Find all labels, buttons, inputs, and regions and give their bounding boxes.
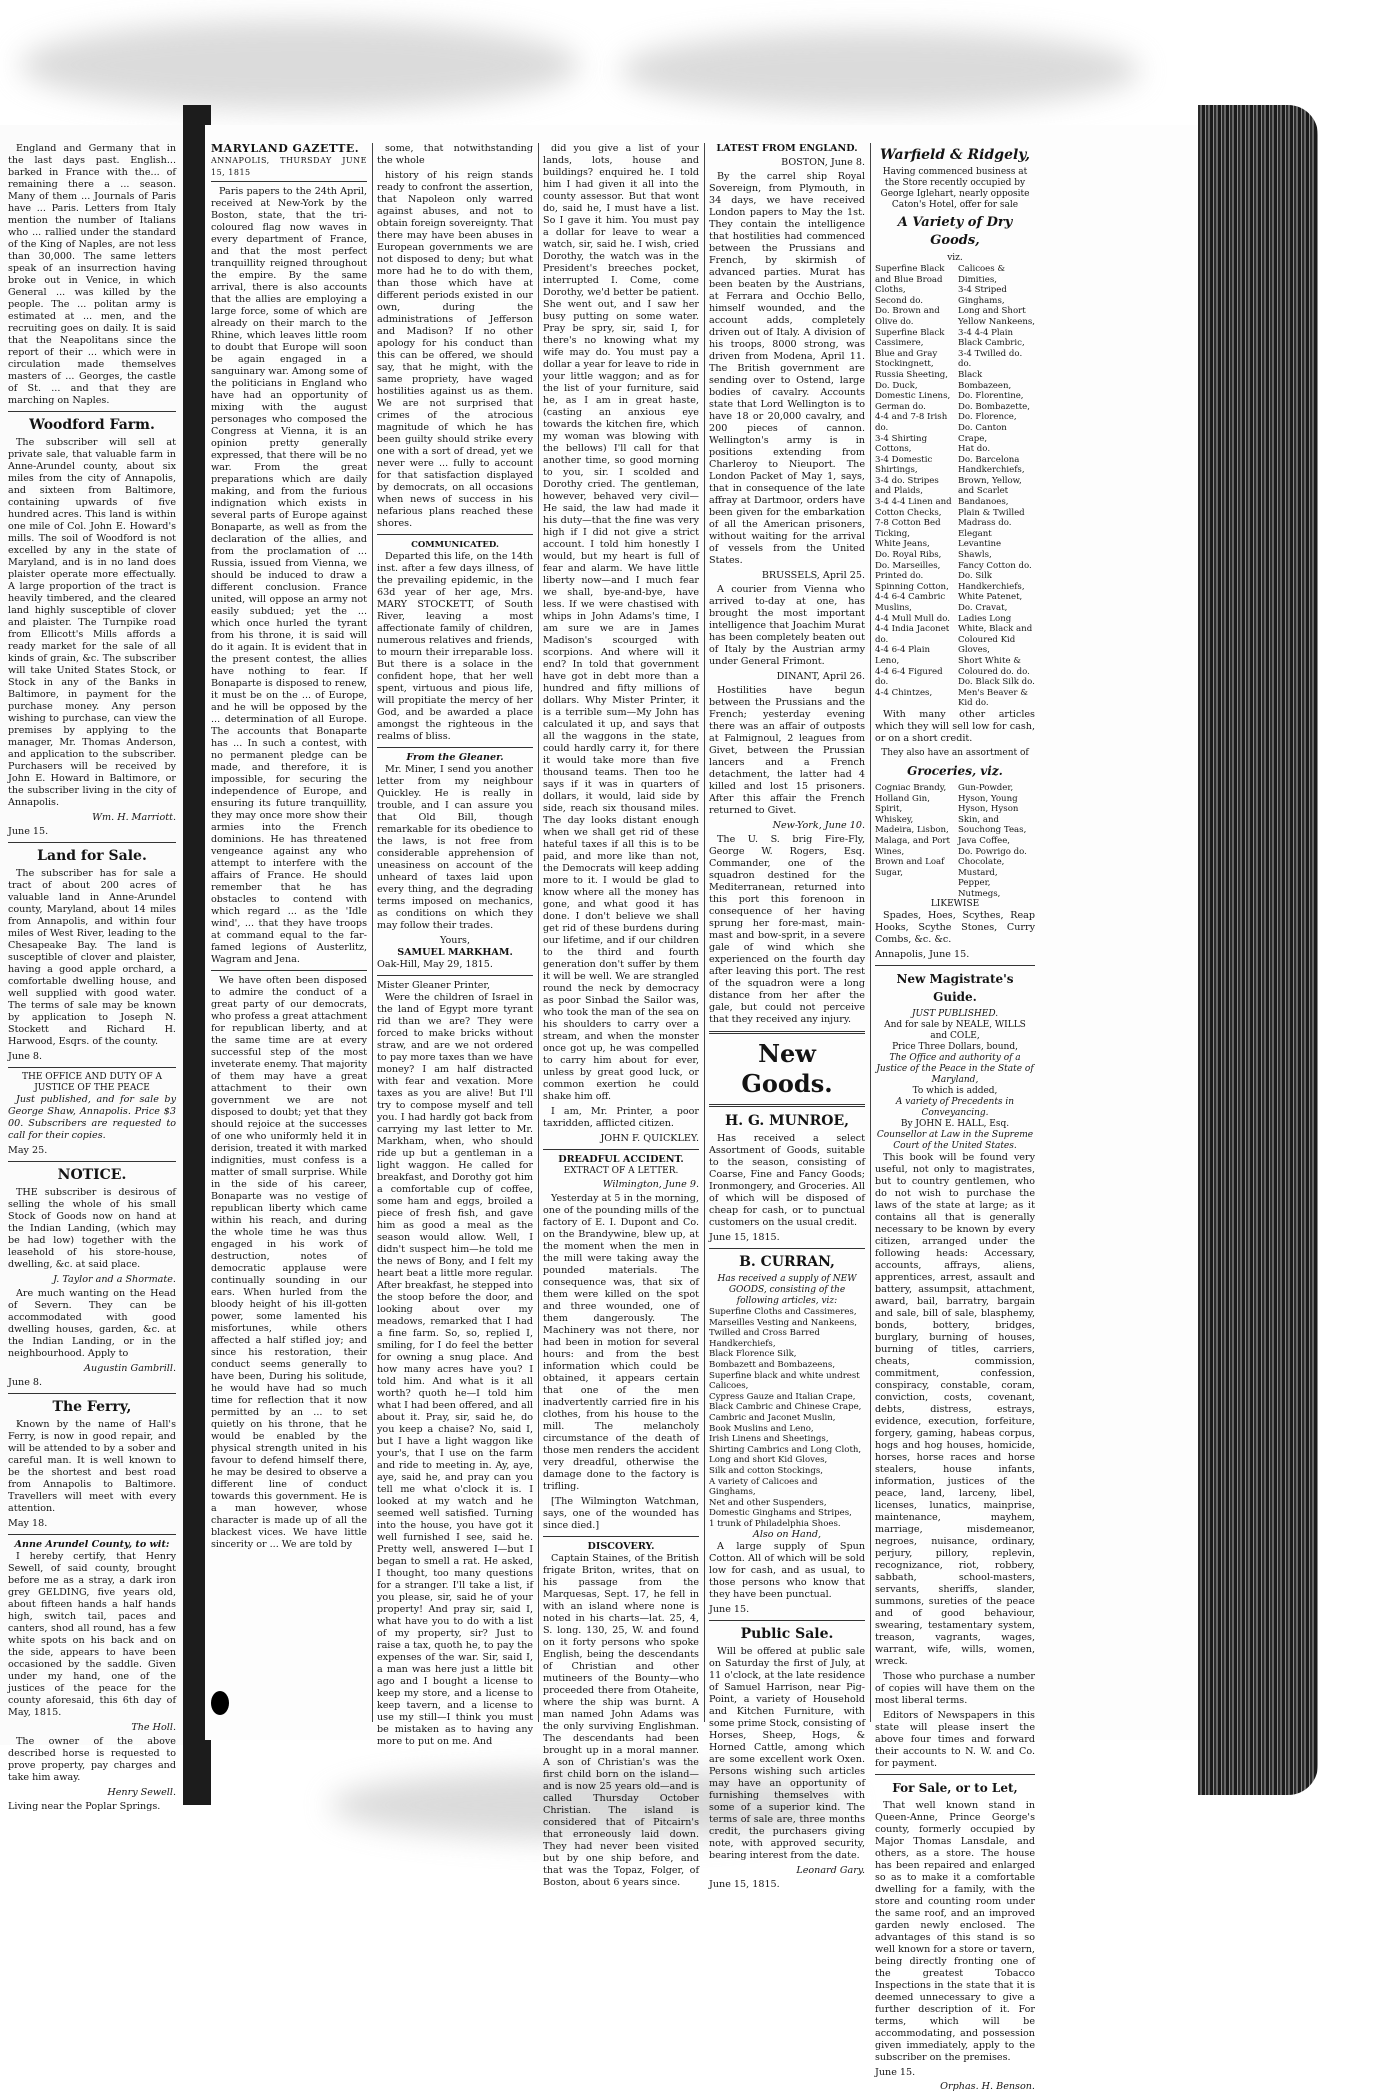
obituary-body: Departed this life, on the 14th inst. after a few days illness, of the prevailing epidemic, in the 63d year of her age, Mrs. MARY STOCKETT, of South River, leaving a most affectionate family of children, numerous relatives and friends, to mourn their irreparable loss. But there is a solace in the confident hope, that her well spent, virtuous and pious life, will propitiate the mercy of her God, and be awarded a place amongst the righteous in the realms of bliss. <box>377 551 533 742</box>
list-item: Second do. <box>875 295 923 306</box>
new-york-dateline: New-York, June 10. <box>772 820 865 831</box>
notice-signature: J. Taylor and a Shormate. <box>53 1274 176 1285</box>
list-item: Do. Black Silk do. <box>958 677 1035 688</box>
list-item: Blue and Gray Stockingnett, <box>875 348 938 370</box>
land-for-sale-body: The subscriber has for sale a tract of about 200 acres of valuable land in Anne-Arundel county, Maryland, about 14 miles from Annapolis, and within four miles of West River, leading to the Chesapeake Bay. The land is susceptible of clover and plaister, having a good apple orchard, a comfortable dwelling house, and well supplied with good water. The terms of sale may be known by application to Joseph N. Stockett and Richard H. Harwood, Esqrs. of the county. <box>8 868 176 1047</box>
for-sale-body: That well known stand in Queen-Anne, Prince George's county, formerly occupied by Major Thomas Lansdale, and others, as a store. The house has been repaired and enlarged so as to make it a comfortable dwelling for a family, with the store and counting room under the same roof, and an improved garden newly enclosed. The advantages of this stand is so well known for a store or tavern, being directly fronting one of the greatest Tobacco Inspections in the state that it is deemed unnecessary to give a further description of it. For terms, which will be accommodating, and possession given immediately, apply to the subscriber on the premises. <box>875 1800 1035 2064</box>
list-item: Domestic Ginghams and Stripes, <box>709 1508 852 1519</box>
list-item: Madeira, Lisbon, <box>875 825 949 836</box>
list-item: Do. Barcelona Handkerchiefs, <box>958 454 1025 476</box>
firm-date: Annapolis, June 15. <box>875 949 970 961</box>
list-item: Long and short Kid Gloves, <box>709 1455 828 1466</box>
list-item: Superfine Black and Blue Broad Cloths, <box>875 264 945 296</box>
curran-body: A large supply of Spun Cotton. All of which will be sold low for cash, and as usual, to those persons who know that they have been punctual. <box>709 1541 865 1601</box>
curran-also: Also on Hand, <box>752 1529 822 1541</box>
notice-date: June 8. <box>8 1377 43 1388</box>
gleaner-signature: SAMUEL MARKHAM. <box>397 947 513 958</box>
list-item: Elegant Levantine Shawls, <box>958 528 1002 561</box>
guide-author: By JOHN E. HALL, Esq. <box>900 1119 1010 1130</box>
list-item: Holland Gin, <box>875 793 930 804</box>
letter-salutation: Mister Gleaner Printer, <box>377 980 491 991</box>
list-item: Chocolate, <box>958 857 1005 868</box>
gleaner-yours: Yours, <box>439 935 470 946</box>
list-item: Black Bombazeen, <box>958 369 1012 391</box>
guide-added: To which is added, <box>912 1086 998 1097</box>
for-sale-date: June 15. <box>875 2067 916 2079</box>
magistrate-guide-title: New Magistrate's Guide. <box>896 972 1014 1005</box>
list-item: Short White & Coloured do. do. <box>958 655 1030 677</box>
list-item: Long and Short Yellow Nankeens, <box>958 306 1036 327</box>
dry-goods-footer: With many other articles which they will sell low for cash, or on a short credit. <box>875 708 1035 744</box>
column-divider <box>870 143 871 1722</box>
new-york-body: The U. S. brig Fire-Fly, George W. Rogers, Esq. Commander, one of the squadron destined for the Mediterranean, returned into this port this forenoon in consequence of her having sprung her fore-mast, main-mast and bow-sprit, in a severe gale of wind which she experienced on the fourth day after leaving this port. The rest of the squadron were a long distance from her after the gale, but could not perceive that they received any injury. <box>709 834 865 1025</box>
munroe-name: H. G. MUNROE, <box>724 1113 850 1129</box>
list-item: Fancy Cotton do. <box>958 560 1032 571</box>
column-4 <box>543 143 699 1888</box>
list-item: Brown, Yellow, and Scarlet Bandanoes, <box>958 475 1022 508</box>
col2-continuation: some, that notwithstanding the whole <box>377 143 533 166</box>
list-item: Twilled and Cross Barred Handkerchiefs, <box>709 1328 820 1349</box>
newspaper-page <box>205 125 1200 2093</box>
list-item: Do. Marseilles, <box>875 560 941 571</box>
list-item: Do. Powrigo do. <box>958 846 1027 857</box>
list-item: Do. Florentine, <box>958 391 1024 402</box>
list-item: Superfine black and white undrest Calicoes, <box>709 1370 860 1392</box>
new-goods-title: New Goods. <box>741 1039 833 1098</box>
ferry-title: The Ferry, <box>52 1399 132 1415</box>
list-item: 7-8 Cotton Bed Ticking, <box>875 518 941 539</box>
list-item: 3-4 4-4 Linen and Cotton Checks, <box>875 497 952 518</box>
list-item: Hyson, Young Hyson, Hyson Skin, and Souchong Teas, <box>958 793 1027 836</box>
notice-title: NOTICE. <box>57 1167 127 1183</box>
guide-sellers: And for sale by NEALE, WILLS and COLE, <box>884 1020 1026 1042</box>
list-item: Malaga, and Port Wines, <box>875 835 950 857</box>
latest-england-body: By the carrel ship Royal Sovereign, from Plymouth, in 34 days, we have received London papers to May the 1st. They contain the intelligence that hostilities had commenced between the Prussians and French, by skirmish of advanced parties. Murat has been beaten by the Austrians, at Ferrara and Occhio Bello, himself wounded, and the account adds, completely driven out of Italy. A division of his troops, 8000 strong, was driven from Modena, April 11. The British government are sending over to Ostend, large bodies of cavalry. Accounts state that Lord Wellington is to have 18 or 20,000 cavalry, and 200 pieces of cannon. Wellington's army is in positions extending from Charleroy to Nieuport. The London Packet of May 1, says, that in consequence of the late affray at Dartmoor, orders have been given for the embarkation of all the American prisoners, without waiting for the arrival of vessels from the United States. <box>709 171 865 566</box>
firm-name: Warfield & Ridgely, <box>880 147 1030 163</box>
list-item: Irish Linens and Sheetings, <box>709 1434 829 1445</box>
masthead-dateline: ANNAPOLIS, THURSDAY JUNE 15, 1815 <box>211 156 367 177</box>
dry-goods-viz: viz. <box>947 253 963 263</box>
land-for-sale-title: Land for Sale. <box>37 848 147 864</box>
discovery-body: Captain Staines, of the British frigate Briton, writes, that on his passage from the Marquesas, Sept. 17, he fell in with an island where none is noted in his charts—lat. 25, 4, S. long. 130, 25, W. and found on it forty persons who spoke English, being the descendants of Christian and other mutineers of the Bounty—who proceeded there from Otaheite, where the ship was burnt. A man named John Adams was the only surviving Englishman. The descendants had been brought up in a moral manner. A son of Christian's was the first child born on the island—and is now 25 years old—and is called Thursday October Christian. The island is considered that of Pitcairn's that erroneously laid down. They had never been visited but by one ship before, and that was the Topaz, Folger, of Boston, about 6 years since. <box>543 1553 699 1888</box>
list-item: Mustard, <box>958 867 998 878</box>
dinant-dateline: DINANT, April 26. <box>776 671 865 682</box>
accident-dateline: Wilmington, June 9. <box>602 1179 699 1190</box>
list-item: 3-4 do. Stripes and Plaids, <box>875 475 939 497</box>
list-item: Ladies Long White, Black and Coloured Kid Gloves, <box>958 613 1033 656</box>
notice-body: THE subscriber is desirous of selling the whole of his small Stock of Goods now on hand at the Indian Landing, (which may be had low) together with the leasehold of his store-house, dwelling, &c. at said place. <box>8 1187 176 1270</box>
brussels-body: A courier from Vienna who arrived to-day at one, has brought the most important intelligence that Joachim Murat has been completely beaten out of Italy by the Austrian army under General Frimont. <box>709 584 865 667</box>
woodford-farm-title: Woodford Farm. <box>29 417 155 433</box>
list-item: 4-4 and 7-8 Irish do. <box>875 412 948 433</box>
list-item: 4-4 6-4 Figured do. <box>875 666 943 688</box>
ferry-date: May 18. <box>8 1518 48 1529</box>
munroe-body: Has received a select Assortment of Goods, suitable to the season, consisting of Coarse, Fine and Fancy Goods; Ironmongery, and Groceries. All of which will be disposed of cheap for cash, or to punctual customers on the usual credit. <box>709 1133 865 1228</box>
left-column <box>8 143 176 1812</box>
list-item: Do. Canton Crape, <box>958 422 1007 444</box>
public-sale-date: June 15, 1815. <box>709 1879 780 1891</box>
list-item: Pepper, <box>958 878 991 889</box>
public-sale-title: Public Sale. <box>740 1626 834 1643</box>
notice-signature-2: Augustin Gambrill. <box>84 1363 176 1374</box>
list-item: Domestic Linens, <box>875 391 951 402</box>
curran-intro: Has received a supply of NEW GOODS, consisting of the following articles, viz: <box>717 1274 857 1306</box>
discovery-heading: DISCOVERY. <box>587 1541 655 1552</box>
latest-england-heading: LATEST FROM ENGLAND. <box>716 143 858 154</box>
dry-goods-right <box>958 264 1035 709</box>
list-item: German do. <box>875 401 926 412</box>
list-item: Superfine Cloths and Cassimeres, <box>709 1307 857 1317</box>
list-item: Marseilles Vesting and Nankeens, <box>709 1317 858 1328</box>
land-for-sale-date: June 8. <box>8 1051 43 1062</box>
justice-heading: THE OFFICE AND DUTY OF A JUSTICE OF THE PEACE <box>21 1072 163 1093</box>
masthead-title: MARYLAND GAZETTE. <box>211 142 360 155</box>
list-item: 3-4 Twilled do. do. <box>958 348 1023 370</box>
accident-note: [The Wilmington Watchman, says, one of the wounded has since died.] <box>543 1496 699 1531</box>
notice-body-2: Are much wanting on the Head of Severn. They can be accommodated with good dwelling houses, garden, &c. at the Indian Landing, or in the neighbourhood. Apply to <box>8 1288 176 1359</box>
guide-author-title: Counsellor at Law in the Supreme Court of the United States. <box>876 1130 1034 1152</box>
justice-date: May 25. <box>8 1145 48 1156</box>
list-item: A variety of Calicoes and Ginghams, <box>709 1476 818 1498</box>
column-2 <box>211 143 367 1722</box>
list-item: Printed do. <box>875 571 924 582</box>
county-heading: Anne Arundel County, to wit: <box>14 1539 170 1550</box>
list-item: Plain & Twilled Madrass do. <box>958 507 1025 529</box>
list-item: Men's Beaver & Kid do. <box>958 687 1028 709</box>
groceries-left <box>875 783 952 900</box>
list-item: Brown and Loaf Sugar, <box>875 857 945 878</box>
column-divider <box>372 143 373 1722</box>
list-item: Spirit, <box>875 804 903 815</box>
list-item: Net and other Suspenders, <box>709 1497 827 1508</box>
democrats-editorial: We have often been disposed to admire the conduct of a great party of our democrats, who profess a great attachment for republican liberty, and at the same time are at every successful step of the most inveterate enemy. That majority of them may have a great attachment to their own government we are not disposed to doubt; yet that they should rejoice at the successes of one who uniformly held it in derision, treated it with marked indignities, must confess is a matter of small surprise. While in the side of his career, Bonaparte was no vestige of republican liberty which came within his reach, and during the whole time he was thus engaged in his work of destruction, notes of democratic applause were continually sounding in our ears. When hurled from the bloody height of his ill-gotten power, some lamented his misfortunes, while others affected a half stifled joy; and since his restoration, their conduct seems generally to have been, During his solitude, he would have had so much time for reflection that it now permitted by an ... to set quietly on his throne, that he would be enabled by the physical strength united in his favour to defend himself there, he may be desired to observe a different line of conduct towards this government. He is a man however, whose character is made up of all the blackest vices. We have little sincerity or ... We are told by <box>211 975 367 1550</box>
scan-smudge <box>20 20 580 110</box>
masthead <box>211 143 367 182</box>
left-page-fragment <box>0 125 185 1812</box>
list-item: Calicoes & Dimities, <box>958 264 1006 285</box>
dry-goods-left <box>875 264 952 709</box>
list-item: Black Cambric and Chinese Crape, <box>709 1402 862 1413</box>
list-item: Whiskey, <box>875 814 914 825</box>
column-3 <box>377 143 533 1747</box>
accident-subheading: EXTRACT OF A LETTER. <box>563 1166 679 1176</box>
list-item: White Jeans, <box>875 539 930 550</box>
boston-dateline: BOSTON, June 8. <box>781 157 865 168</box>
quickley-signature: JOHN F. QUICKLEY. <box>600 1133 699 1144</box>
gleaner-heading: From the Gleaner. <box>406 752 504 763</box>
woodford-farm-body: The subscriber will sell at private sale, that valuable farm in Anne-Arundel county, about six miles from the city of Annapolis, and sixteen from Baltimore, containing upwards of five hundred acres. This land is within one mile of Col. John E. Howard's mills. The soil of Woodford is not excelled by any in the state of Maryland, and is in no land does plaister operate more effectually. A large proportion of the tract is heavily timbered, and the cleared land highly susceptible of clover and plaister. The Turnpike road from Ellicott's Mills affords a ready market for the sale of all kinds of grain, &c. The subscriber will take United States Stock, or Stock in any of the Banks in Baltimore, in payment for the purchase money. Any person wishing to purchase, can view the premises by applying to the manager, Mr. Thomas Anderson, and application to the subscriber. Purchasers will be received by John E. Howard in Baltimore, or the subscriber living in the city of Annapolis. <box>8 437 176 808</box>
list-item: Do. Brown and Olive do. <box>875 306 940 327</box>
list-item: Do. Duck, <box>875 380 918 391</box>
groceries-right <box>958 783 1035 900</box>
list-item: Do. Cravat, <box>958 603 1008 613</box>
column-6 <box>875 143 1036 2093</box>
column-divider <box>704 143 705 1722</box>
firm-intro: Having commenced business at the Store recently occupied by George Iglehart, nearly opposite Caton's Hotel, offer for sale <box>880 167 1030 210</box>
accident-body: Yesterday at 5 in the morning, one of the pounding mills of the factory of E. I. Dupont and Co. on the Brandywine, blew up, at the moment when the men in the mill were taking away the pounded materials. The consequence was, that six of them were killed on the spot and three wounded, one of them dangerously. The Machinery was not there, nor had been in motion for several hours: and from the best information which could be obtained, it appears certain that one of the men inadvertently carried fire in his clothes, from his house to the mill. The melancholy circumstance of the death of those men renders the accident very dreadful, otherwise the damage done to the factory is trifling. <box>543 1193 699 1492</box>
letter-continuation: did you give a list of your lands, lots, house and buildings? enquired he. I told him I had given it all into the county assessor. But that wont do, said he, I must have a list. So I gave it him. You must pay a dollar for leave to wear a watch, sir, said he. I wish, cried Dorothy, the watch was in the President's breeches pocket, interrupted I. Come, come Dorothy, we'd better be patient. She went out, and I saw her busy putting on some water. Pray be spry, sir, said I, for there's no knowing what my wife may do. You must pay a dollar a year for leave to ride in your little waggon; and as for the list of your furniture, said he, as I am in great haste, (casting an anxious eye towards the kitchen fire, which my woman was blowing with the bellows) I'll call for that another time, so good morning to you, sir. I scolded and Dorothy cried. The gentleman, however, behaved very civil—He said, the law had made it his duty—that the fine was very high if I did not give a strict account. I told him honestly I would, but my heart is full of fear and alarm. We have little liberty now—and I much fear we shall, bye-and-bye, have less. If we were chastised with whips in John Adams's time, I am sure we are in James Madison's scourged with scorpions. And where will it end? In told that government have got in debt more than a hundred and fifty millions of dollars. Why Mister Printer, it is a terrible sum—My John has calculated it up, and says that all the waggons in the state, could hardly carry it, for there it would take more than five thousand teams. Then too he says if it was in quarters of dollars, it would, laid side by side, reach six thousand miles. The day looks distant enough when we shall get rid of these hateful taxes if all this is to be paid, and more like than not, the Democrats will keep adding more to it. I would be glad to know where all the money has gone, and what good it has done. I don't believe we shall get rid of these burdens during our lifetime, and if our children to the third and fourth generation don't suffer by them it will be well. We are strangled round the neck by democracy as poor Sinbad the Sailor was, who took the man of the sea on his shoulders to carry over a stream, and when the monster once got up, he was compelled to carry him about for ever, unless by great good luck, or common exertion he could shake him off. <box>543 143 699 1102</box>
guide-body-2: Those who purchase a number of copies will have them on the most liberal terms. <box>875 1671 1035 1707</box>
woodford-signature: Wm. H. Marriott. <box>92 812 176 823</box>
gleaner-body: Mr. Miner, I send you another letter from my neighbour Quickley. He is really in trouble, and I can assure you that Old Bill, though remarkable for its obedience to the laws, is not free from considerable apprehension of uneasiness on account of the unheard of taxes laid upon every thing, and the degrading terms imposed on mechanics, as conditions on which they may follow their trades. <box>377 764 533 931</box>
county-footer: Living near the Poplar Springs. <box>8 1801 161 1812</box>
column-5 <box>709 143 865 1891</box>
list-item: 4-4 6-4 Cambric Muslins, <box>875 592 946 613</box>
dry-goods-list <box>875 264 1035 709</box>
guide-price: Price Three Dollars, bound, <box>892 1042 1018 1053</box>
list-item: Book Muslins and Leno, <box>709 1423 814 1434</box>
list-item: 3-4 4-4 Plain Black Cambric, <box>958 327 1025 349</box>
list-item: Silk and cotton Stockings, <box>709 1465 824 1476</box>
list-item: 3-4 Domestic Shirtings, <box>875 454 933 476</box>
list-item: Russia Sheeting, <box>875 369 948 380</box>
list-item: 4-4 India Jaconet do. <box>875 624 950 645</box>
napoleon-editorial: history of his reign stands ready to confront the assertion, that Napoleon only warred against abuses, and not to obtain foreign sovereignty. That there may have been abuses in European governments we are not disposed to deny; but what more had he to do with them, than those which have at different periods existed in our own, during the administrations of Jefferson and Madison? If no other apology for his conduct than this can be offered, we should say, that he might, with the same propriety, have waged hostilities against us as them. We are not surprised that crimes of the atrocious magnitude of which he has been guilty should strike every one with a sort of dread, yet we never were ... fully to account for that satisfaction displayed by democrats, on all occasions when news of success in his nefarious plans reached these shores. <box>377 170 533 529</box>
likewise-label: LIKEWISE <box>930 899 980 910</box>
column-divider <box>538 143 539 1722</box>
list-item: 3-4 Shirting Cottons, <box>875 433 928 455</box>
list-item: Bombazett and Bombazeens, <box>709 1359 836 1370</box>
scan-smudge <box>620 30 1140 110</box>
guide-precedents: A variety of Precedents in Conveyancing. <box>895 1097 1015 1119</box>
guide-book-title: The Office and authority of a Justice of the Peace in the State of Maryland, <box>876 1053 1034 1086</box>
justice-body: Just published, and for sale by George Shaw, Annapolis. Price $3 00. Subscribers are requested to call for their copies. <box>8 1094 176 1141</box>
for-sale-signature: Orphas. H. Benson. <box>940 2081 1035 2093</box>
list-item: Do. Royal Ribs, <box>875 550 942 561</box>
page-edges <box>1198 105 1318 1795</box>
list-item: Gun-Powder, <box>958 782 1014 793</box>
paris-news: Paris papers to the 24th April, received at New-York by the Boston, state, that the tri-coloured flag now waves in every department of France, and that the most perfect tranquillity reigned throughout the empire. By the same arrival, there is also accounts that the allies are employing a large force, some of which are already on their march to the Rhine, which leaves little room to doubt that Europe will soon be again engaged in a sanguinary war. Among some of the politicians in England who have had an opportunity of mixing with the august personages who composed the Congress at Vienna, it is an opinion pretty generally expressed, that there will be no war. From the great preparations which are daily making, and from the furious indignation which exists in several parts of Europe against Bonaparte, as well as from the declaration of the allies, and from the proclamation of ... Russia, issued from Vienna, we should be induced to draw a different conclusion. France united, will oppose an army not easily subdued; yet the ... which once hurled the tyrant from his throne, it is said will do it again. It is evident that in the present contest, the allies have nothing to fear. If Bonaparte is disposed to renew, it must be on the ... of Europe, and he will be opposed by the ... determination of all Europe. The accounts that Bonaparte has ... In such a contest, with no permanent pledge can be made, and therefore, it is impossible, for securing the independence of Europe, and ensuring its future tranquillity, they may once more show their armies into the French dominions. He has threatened vengeance against any who attempt to interfere with the affairs of France. He should remember that he has obstacles to contend with which regard ... as the 'Idle wind', ... that they have troops at command equal to the far-famed legions of Austerlitz, Wagram and Jena. <box>211 186 367 965</box>
communicated-heading: COMMUNICATED. <box>411 540 499 550</box>
groceries-intro: They also have an assortment of <box>881 747 1029 758</box>
guide-editor-note: Editors of Newspapers in this state will please insert the above four times and forward their accounts to N. W. and Co. for payment. <box>875 1710 1035 1770</box>
letter-closing: I am, Mr. Printer, a poor taxridden, afflicted citizen. <box>543 1106 699 1129</box>
list-item: Superfine Black Cassimere, <box>875 327 945 349</box>
list-item: 4-4 Mull Mull do. <box>875 613 950 624</box>
curran-items <box>709 1307 865 1529</box>
letter-body: Were the children of Israel in the land of Egypt more tyrant rid than we are? They were forced to make bricks without straw, and are we not ordered to pay more taxes than we have money? I am half distracted with fear and vexation. More taxes as you are alive! But I'll try to compose myself and tell you. I had hardly got back from carrying my last letter to Mr. Markham, when, who should ride up but a gentleman in a light waggon. He called for breakfast, and Dorothy got him a comfortable cup of coffee, some ham and eggs, broiled a piece of fresh fish, and gave him as good a meal as the season would allow. Well, I didn't suspect him—he told me the news of Bony, and I felt my heart beat a little more regular. After breakfast, he stepped into the stoop before the door, and looking about over my meadows, remarked that I had a fine farm. So, so, replied I, smiling, for I do feel the better for owning a snug place. And how many acres have you? I told him. And what is it all worth? quoth he—I told him what I had been offered, and all about it. Pray, sir, said he, do you keep a chaise? No, said I, but I have a light waggon like your's, that I use on the farm and ride to meeting in. Ay, aye, aye, said he, and pray can you tell me what o'clock it is. I looked at my watch and he seemed well satisfied. Turning into the house, you have got it well furnished I see, said he. Pretty well, answered I—but I began to smell a rat. He asked, I thought, too many questions for a stranger. I'll take a list, if you please, sir, said he of your property! And pray sir, said I, what have you to do with a list of my property, sir? Just to raise a tax, quoth he, to pay the expenses of the war. Sir, said I, a man was here just a little bit ago and I bought a license to keep my store, and a license to keep tavern, and a license to use my still—I think you must be mistaken as to having any more to put on me. And <box>377 992 533 1747</box>
ink-blot <box>211 1691 229 1715</box>
hardware-list: Spades, Hoes, Scythes, Reap Hooks, Scythe Stones, Curry Combs, &c. &c. <box>875 910 1035 946</box>
public-sale-body: Will be offered at public sale on Saturday the first of July, at 11 o'clock, at the late residence of Samuel Harrison, near Pig-Point, a variety of Household and Kitchen Furniture, with some prime Stock, consisting of Horses, Sheep, Hogs, & Horned Cattle, among which are some excellent work Oxen. Persons wishing such articles may have an opportunity of furnishing themselves with some of a superior kind. The terms of sale are, three months credit, the purchasers giving note, with approved security, bearing interest from the date. <box>709 1646 865 1862</box>
list-item: Shirting Cambrics and Long Cloth, <box>709 1444 862 1455</box>
list-item: Do. Florence, <box>958 412 1017 423</box>
list-item: 1 trunk of Philadelphia Shoes. <box>709 1518 841 1529</box>
list-item: Do. Bombazette, <box>958 401 1030 412</box>
list-item: Black Florence Silk, <box>709 1349 797 1360</box>
list-item: Nutmegs, <box>958 888 1001 899</box>
dry-goods-title: A Variety of Dry Goods, <box>897 215 1013 248</box>
list-item: 4-4 6-4 Plain Leno, <box>875 645 931 666</box>
list-item: Cambric and Jaconet Muslin, <box>709 1412 836 1423</box>
list-item: Cogniac Brandy, <box>875 782 947 793</box>
groceries-list <box>875 783 1035 900</box>
list-item: 4-4 Chintzes, <box>875 687 933 698</box>
for-sale-title: For Sale, or to Let, <box>892 1781 1018 1796</box>
dinant-body: Hostilities have begun between the Prussians and the French; yesterday evening there was an affair of outposts at Falmignoul, 2 leagues from Givet, between the Prussian lancers and a French detachment, the latter had 4 killed and lost 15 prisoners. After this affair the French returned to Givet. <box>709 685 865 816</box>
list-item: Do. Silk Handkerchiefs, <box>958 571 1025 592</box>
county-signature: The Holl. <box>131 1722 176 1733</box>
munroe-date: June 15, 1815. <box>709 1232 780 1243</box>
list-item: Java Coffee, <box>958 835 1011 846</box>
list-item: White Patenet, <box>958 592 1023 603</box>
list-item: 3-4 Striped Ginghams, <box>958 285 1007 306</box>
list-item: Hat do. <box>958 444 991 455</box>
accident-heading: DREADFUL ACCIDENT. <box>558 1154 684 1165</box>
gleaner-place: Oak-Hill, May 29, 1815. <box>377 959 493 970</box>
ferry-body: Known by the name of Hall's Ferry, is now in good repair, and will be attended to by a sober and careful man. It is well known to be the shortest and best road from Annapolis to Baltimore. Travellers will meet with every attention. <box>8 1419 176 1514</box>
list-item: Spinning Cotton, <box>875 581 949 592</box>
groceries-title: Groceries, viz. <box>907 763 1003 778</box>
county-signature-2: Henry Sewell. <box>107 1787 176 1798</box>
county-body-2: The owner of the above described horse is requested to prove property, pay charges and take him away. <box>8 1736 176 1783</box>
guide-body: This book will be found very useful, not only to magistrates, but to country gentlemen, who do not wish to purchase the laws of the state at large; as it contains all that is generally necessary to be known by every citizen, arranged under the following heads: Accessary, accounts, affrays, aliens, apprentices, arrest, assault and battery, assumpsit, attachment, award, bail, barratry, bargain and sale, bill of sale, blasphemy, bonds, bottery, bridges, burglary, burning of houses, burning of titles, carriers, cheats, commission, commitment, confession, conspiracy, constable, coram, conviction, costs, covenant, debts, distress, estrays, evidence, execution, forfeiture, forgery, gaming, habeas corpus, hogs and hog houses, homicide, horses, horse races and horse stealers, house infants, information, justices of the peace, land, larceny, libel, licenses, lunatics, mainprise, maintenance, mayhem, marriage, misdemeanor, negroes, nuisance, ordinary, perjury, pillory, replevin, recognizance, riot, robbery, sabbath, school-masters, servants, sheriffs, slander, summons, sureties of the peace and of good behaviour, swearing, testamentary system, treason, vagrants, wages, warrant, wife, wills, women, wreck. <box>875 1152 1035 1668</box>
curran-name: B. CURRAN, <box>739 1254 835 1270</box>
public-sale-signature: Leonard Gary. <box>796 1865 865 1877</box>
guide-published: JUST PUBLISHED. <box>911 1009 999 1020</box>
county-body: I hereby certify, that Henry Sewell, of said county, brought before me as a stray, a dark iron grey GELDING, five years old, about fifteen hands a half hands high, switch tail, paces and canters, shod all round, has a few white spots on his back and on the side, appears to have been occasioned by the saddle. Given under my hand, one of the justices of the peace for the county aforesaid, this 6th day of May, 1815. <box>8 1551 176 1718</box>
list-item: Cypress Gauze and Italian Crape, <box>709 1391 856 1402</box>
curran-date: June 15. <box>709 1604 750 1616</box>
brussels-dateline: BRUSSELS, April 25. <box>761 570 865 581</box>
woodford-date: June 15. <box>8 826 49 837</box>
foreign-news-fragment: England and Germany that in the last days past. English... barked in France with the... of remaining there a ... season. Many of them ... Journals of Paris have ... Paris. Letters from Italy mention the number of Italians who ... rallied under the standard of the King of Naples, are not less than 30,000. The same letters speak of an insurrection having broke out in Venice, in which General ... was killed by the people. The ... politan army is estimated at ... men, and the recruiting goes on daily. It is said that the Neapolitans since the report of their ... which were in circulation made themselves masters of ... Georges, the castle of St. ... and that they are marching on Naples. <box>8 143 176 406</box>
